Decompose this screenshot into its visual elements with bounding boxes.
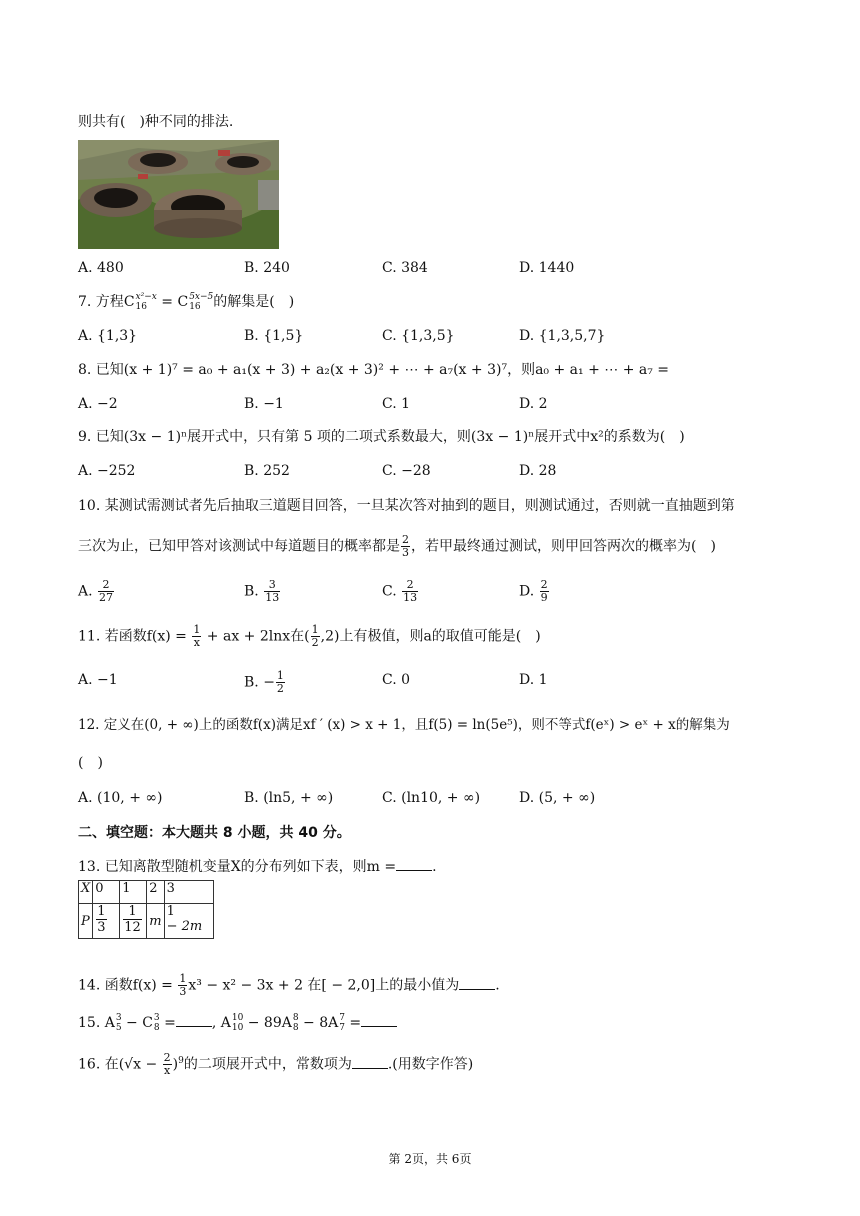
q7-option-c: C. {1,3,5} bbox=[382, 328, 455, 344]
table-cell: $\frac{1}{12}$ bbox=[120, 904, 147, 939]
q15-stem: 15. A 3 5 − C 3 8 = , A 10 10 − 89A 8 8 − 8A 7 7 = bbox=[78, 1012, 397, 1033]
q7-option-b: B. {1,5} bbox=[244, 328, 304, 344]
q8-option-c: C. 1 bbox=[382, 396, 411, 412]
tulou-photo bbox=[78, 140, 279, 249]
answer-blank bbox=[176, 1012, 212, 1027]
q6-intro: 则共有( )种不同的排法. bbox=[78, 114, 234, 130]
q14-stem: 14. 函数f(x) = $\frac{1}{3}$ x³ − x² − 3x + 2 在[ − 2,0]上的最小值为 . bbox=[78, 972, 500, 998]
answer-blank bbox=[361, 1012, 397, 1027]
q8-option-d: D. 2 bbox=[519, 396, 548, 412]
table-cell: 1 − 2m bbox=[164, 904, 213, 939]
answer-blank bbox=[459, 975, 495, 990]
q12-option-a: A. (10, + ∞) bbox=[78, 790, 163, 806]
table-cell: m bbox=[147, 904, 164, 939]
q7-option-d: D. {1,3,5,7} bbox=[519, 328, 606, 344]
q9-option-c: C. −28 bbox=[382, 463, 431, 479]
q9-stem: 9. 已知(3x − 1)ⁿ展开式中，只有第 5 项的二项式系数最大，则(3x − 1)ⁿ展开式中x²的系数为( ) bbox=[78, 429, 685, 445]
q6-option-b: B. 240 bbox=[244, 260, 290, 276]
table-cell: 1 bbox=[120, 881, 147, 904]
q11-option-d: D. 1 bbox=[519, 672, 548, 688]
table-cell: P bbox=[79, 904, 93, 939]
q12-option-c: C. (ln10, + ∞) bbox=[382, 790, 481, 806]
q8-option-a: A. −2 bbox=[78, 396, 118, 412]
q7-stem: 7. 方程C x²−x 16 = C 5x−5 16 的解集是( ) bbox=[78, 292, 295, 312]
q6-option-c: C. 384 bbox=[382, 260, 428, 276]
q12-stem-line2: ( ) bbox=[78, 755, 103, 771]
q9-option-a: A. −252 bbox=[78, 463, 136, 479]
q11-option-c: C. 0 bbox=[382, 672, 411, 688]
q9-option-d: D. 28 bbox=[519, 463, 557, 479]
answer-blank bbox=[396, 856, 432, 871]
answer-blank bbox=[352, 1054, 388, 1069]
section-heading: 二、填空题：本大题共 8 小题，共 40 分。 bbox=[78, 825, 351, 841]
q12-option-b: B. (ln5, + ∞) bbox=[244, 790, 334, 806]
q9-option-b: B. 252 bbox=[244, 463, 290, 479]
q12-option-d: D. (5, + ∞) bbox=[519, 790, 596, 806]
q10-option-a: A. $\frac{2}{27}$ bbox=[78, 578, 114, 604]
q13-stem: 13. 已知离散型随机变量X的分布列如下表，则m = . bbox=[78, 856, 437, 877]
q7-option-a: A. {1,3} bbox=[78, 328, 138, 344]
q10-option-c: C. $\frac{2}{13}$ bbox=[382, 578, 418, 604]
table-cell: 2 bbox=[147, 881, 164, 904]
q12-stem-line1: 12. 定义在(0, + ∞)上的函数f(x)满足xf ′ (x) > x + 1，且f(5) = ln(5e⁵)，则不等式f(eˣ) > eˣ + x的解集为 bbox=[78, 717, 730, 733]
table-cell: 0 bbox=[93, 881, 120, 904]
q6-option-a: A. 480 bbox=[78, 260, 124, 276]
q10-stem-line1: 10. 某测试需测试者先后抽取三道题目回答，一旦某次答对抽到的题目，则测试通过，否则就一直抽题到第 bbox=[78, 498, 735, 514]
page-footer: 第 2页，共 6页 bbox=[388, 1152, 472, 1166]
q11-option-b: B. − $\frac{1}{2}$ bbox=[244, 669, 284, 695]
q8-option-b: B. −1 bbox=[244, 396, 284, 412]
q16-stem: 16. 在(√x − $\frac{2}{x}$ )$^9$的二项展开式中，常数项为 .(用数字作答) bbox=[78, 1051, 474, 1077]
q10-stem-line2: 三次为止，已知甲答对该测试中每道题目的概率都是 $\frac{2}{3}$ ，若甲最终通过测试，则甲回答两次的概率为( ) bbox=[78, 533, 716, 559]
table-cell: $\frac{1}{3}$ bbox=[93, 904, 120, 939]
table-cell: 3 bbox=[164, 881, 213, 904]
q10-option-d: D. $\frac{2}{9}$ bbox=[519, 578, 548, 604]
q6-option-d: D. 1440 bbox=[519, 260, 575, 276]
q11-stem: 11. 若函数f(x) = $\frac{1}{x}$ + ax + 2lnx在( $\frac{1}{2}$ ,2)上有极值，则a的取值可能是( ) bbox=[78, 623, 541, 649]
distribution-table bbox=[78, 880, 214, 939]
q8-stem: 8. 已知(x + 1)⁷ = a₀ + a₁(x + 3) + a₂(x + 3)² + ⋯ + a₇(x + 3)⁷，则a₀ + a₁ + ⋯ + a₇ = bbox=[78, 362, 670, 378]
table-cell: X bbox=[79, 881, 93, 904]
q10-option-b: B. $\frac{3}{13}$ bbox=[244, 578, 280, 604]
q11-option-a: A. −1 bbox=[78, 672, 118, 688]
